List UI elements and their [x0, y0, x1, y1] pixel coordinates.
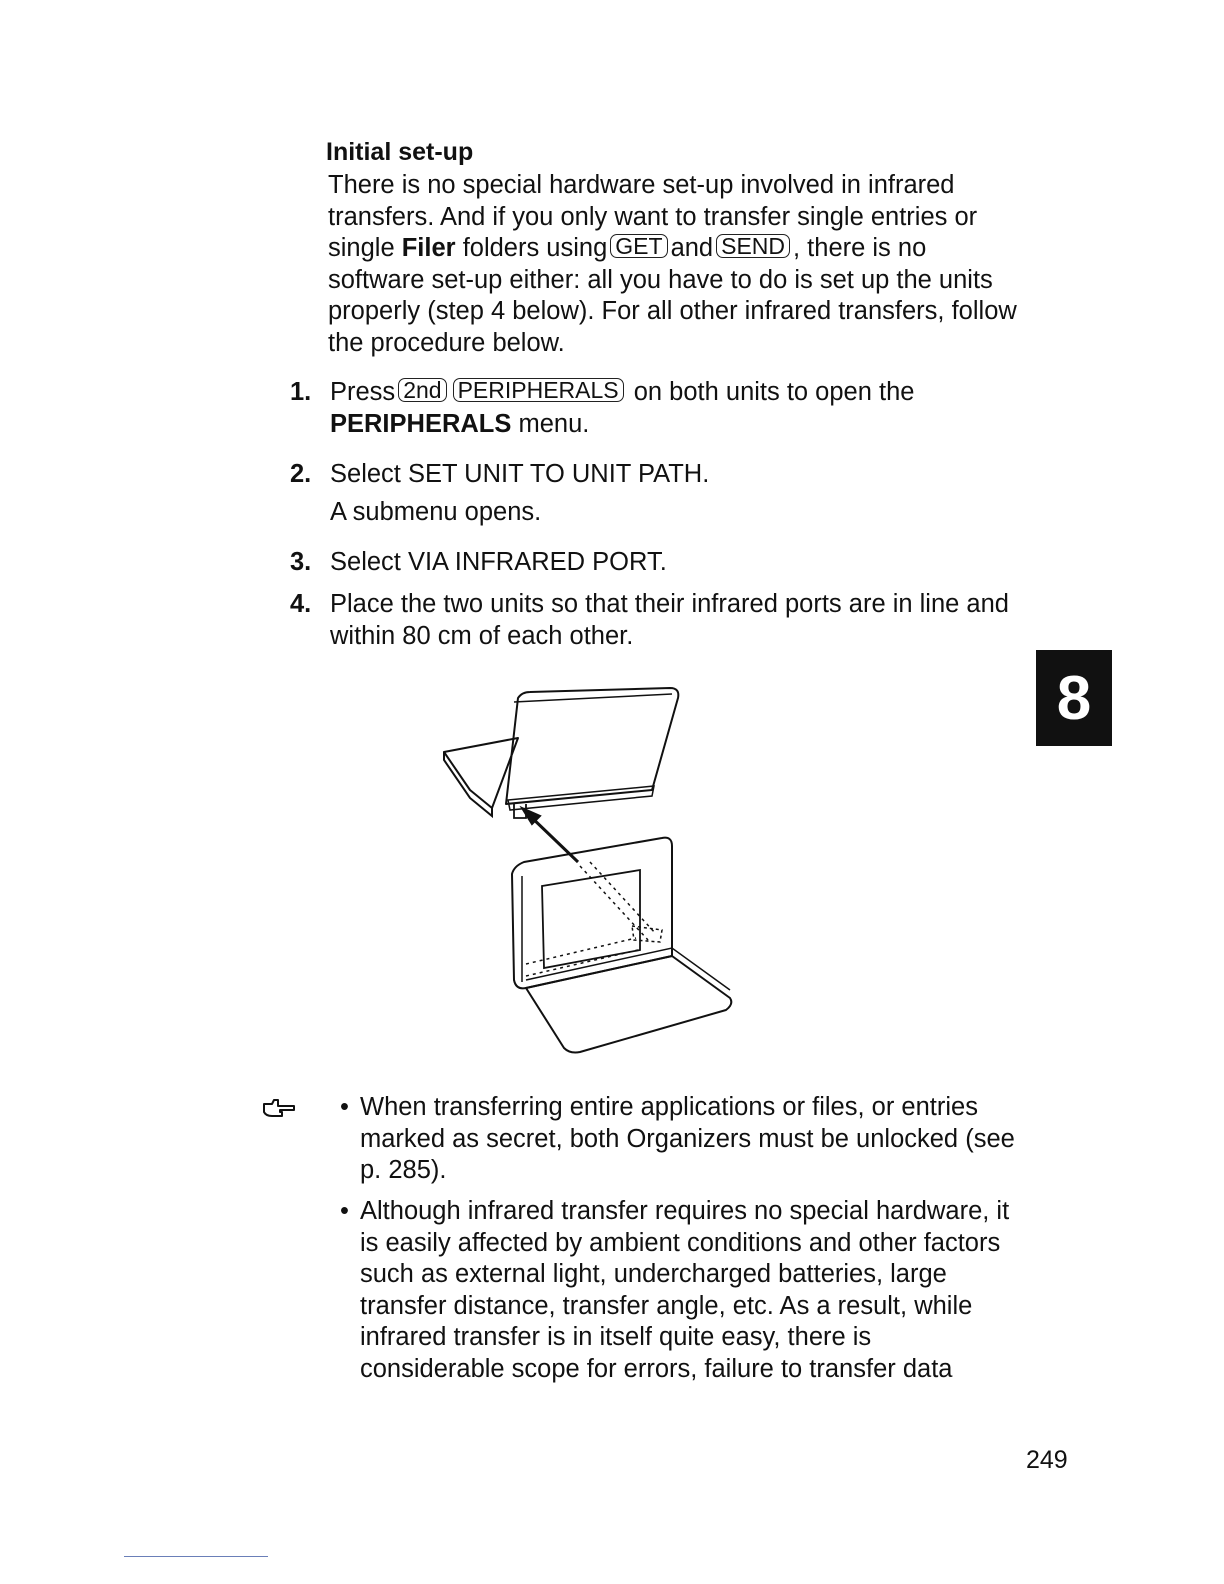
bullet-dot: • [340, 1197, 349, 1225]
peripherals-menu-term: PERIPHERALS [330, 410, 512, 438]
intro-text-1: There is no special hardware set-up involved in infrared transfers. And if you only want to transfer single entries or single [328, 171, 978, 262]
note-bullet-2 [340, 1196, 1020, 1385]
note-text: When transferring entire applications or files, or entries marked as secret, both Organizers must be unlocked (see p. 285). [360, 1093, 1015, 1184]
step-number: 4. [290, 590, 312, 618]
pointing-hand-icon [262, 1096, 296, 1120]
step-4 [290, 588, 1010, 652]
get-key: GET [610, 234, 667, 258]
section-title: Initial set-up [326, 138, 474, 166]
step-number: 2. [290, 460, 312, 488]
step-number: 1. [290, 378, 312, 406]
peripherals-key: PERIPHERALS [453, 378, 624, 402]
intro-text-3: and [670, 234, 714, 262]
step-text: Select SET UNIT TO UNIT PATH. [330, 460, 710, 488]
2nd-key: 2nd [398, 378, 446, 402]
step-1-text: on both units to open the [633, 378, 915, 406]
intro-paragraph [328, 170, 1018, 359]
page-number: 249 [1026, 1446, 1068, 1474]
chapter-tab: 8 [1036, 650, 1112, 746]
step-subtext: A submenu opens. [330, 498, 542, 526]
step-1-press: Press [330, 378, 396, 406]
step-1 [290, 376, 1010, 440]
step-text: Select VIA INFRARED PORT. [330, 548, 667, 576]
step-1-tail: menu. [518, 410, 590, 438]
send-key: SEND [716, 234, 790, 258]
intro-text-2: folders using [462, 234, 608, 262]
organizer-infrared-diagram [430, 680, 750, 1060]
bullet-dot: • [340, 1093, 349, 1121]
step-text: Place the two units so that their infrared ports are in line and within 80 cm of each other. [330, 590, 1009, 650]
step-text [330, 376, 1010, 440]
filer-term: Filer [401, 234, 456, 262]
note-bullet-1 [340, 1092, 1020, 1187]
step-2 [290, 458, 1010, 528]
bottom-rule [124, 1556, 268, 1557]
note-text: Although infrared transfer requires no special hardware, it is easily affected by ambient conditions and other factors such as external light, undercharged batteries, large transfer distance, transfer angle, etc. As a result, while infrared transfer is in itself quite easy, there is considerable scope for errors, failure to transfer data [360, 1197, 1010, 1383]
step-number: 3. [290, 548, 312, 576]
intro-text-4: , there is no software set-up either: all you have to do is set up the units properly (step 4 below). For all other infrared transfers, follow the procedure below. [328, 234, 1017, 357]
step-3 [290, 546, 1010, 578]
